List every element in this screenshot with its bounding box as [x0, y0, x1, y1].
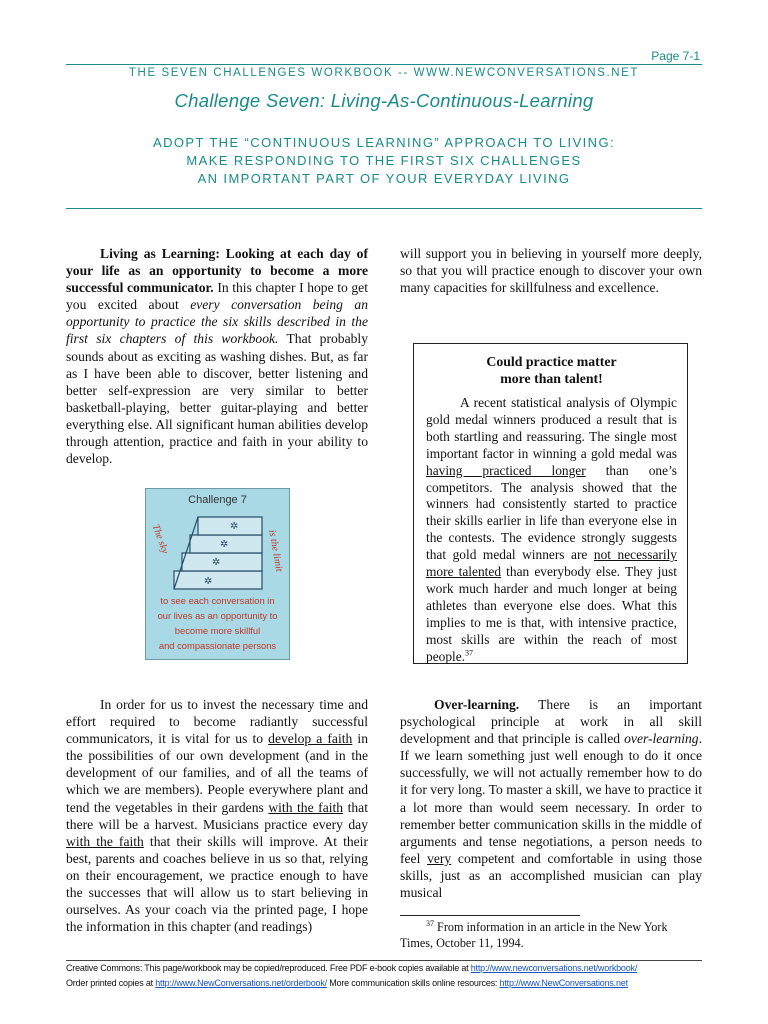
sidebar-underline-1: having practiced longer [426, 462, 586, 478]
faith-text-2: in the possibilities of our own development (and in the development of our families, and of all the teams of which we are members). People everywhere plant and tend the vegetables in their gardens [66, 731, 368, 815]
faith-underline-3: with the faith [66, 833, 144, 849]
header-top-rule [66, 64, 702, 65]
graphic-caption [146, 593, 289, 653]
sidebar-title [426, 353, 677, 387]
caption-line-4: and compassionate persons [158, 640, 277, 651]
star-icon: ✲ [220, 539, 229, 550]
footnote-text: From information in an article in the New York Times, October 11, 1994. [400, 920, 668, 950]
caption-line-3: become more skillful [174, 625, 261, 636]
over-learning-underline: very [427, 850, 452, 866]
faith-text-4: that their skills will improve. At their best, parents and coaches believe in us so that, relying on their encouragement, we practice enough to have the successes that will allow us to start believing in ourselves. As your coach via the printed page, I hope the information in this chapter (and readings) [66, 833, 368, 935]
over-learning-text-3: competent and comfortable in using those skills, just as an accomplished musician can play musical [400, 850, 702, 901]
subtitle-line-1: ADOPT THE “CONTINUOUS LEARNING” APPROACH TO LIVING: [153, 135, 615, 150]
graphic-title: Challenge 7 [188, 494, 247, 506]
faith-text-1: In order for us to invest the necessary time and effort required to become radiantly successful communicators, it is vital for us to [66, 697, 368, 747]
workbook-title: THE SEVEN CHALLENGES WORKBOOK -- WWW.NEWCONVERSATIONS.NET [128, 67, 640, 79]
sidebar-body [426, 395, 677, 666]
sidebar-title-line-2: more than talent! [500, 371, 603, 386]
sidebar-text-2: than one’s competitors. The analysis showed that the winners had consistently started to practice their skills earlier in life than everyone else in the contests. The evidence strongly suggests that gold medal winners are [426, 462, 677, 563]
over-learning-text-2: . If we learn something just well enough to do it once successfully, we will not actually remember how to do it for very long. To master a skill, we have to practice it a lot more than would seem necessary. In order to remember better communication skills in the middle of arguments and tense negotiations, a person needs to feel [400, 731, 702, 866]
sidebar-title-line-1: Could practice matter [486, 354, 617, 369]
sidebar-text-1: A recent statistical analysis of Olympic gold medal winners produced a result that is both startling and reassuring. The single most important factor in winning a gold medal was [426, 395, 677, 461]
subtitle-line-2: MAKE RESPONDING TO THE FIRST SIX CHALLENGES [186, 153, 582, 168]
footnote-reference: 37 [465, 648, 474, 658]
chapter-subtitle [66, 134, 702, 188]
resources-link[interactable]: http://www.NewConversations.net [499, 978, 628, 988]
challenge-7-graphic [145, 488, 290, 660]
footer-line-1 [66, 961, 706, 976]
chapter-title: Challenge Seven: Living-As-Continuous-Learning [174, 90, 594, 111]
footer [66, 961, 706, 991]
footer-order-text: Order printed copies at [66, 978, 156, 988]
star-icon: ✲ [230, 521, 239, 532]
over-learning-italic: over-learning [624, 731, 699, 747]
footer-resources-text: More communication skills online resources: [326, 978, 500, 988]
footer-license-text: Creative Commons: This page/workbook may be copied/reproduced. Free PDF e-book copies available at [66, 963, 471, 973]
caption-line-1: to see each conversation in [160, 595, 275, 606]
right-column-text: will support you in believing in yourself more deeply, so that you will practice enough to discover your own many capacities for skillfulness and excellence. [400, 246, 702, 296]
over-learning-paragraph [400, 696, 702, 901]
order-book-link[interactable]: http://www.NewConversations.net/orderbook/ [155, 978, 327, 988]
intro-italic: every conversation being an opportunity to practice the six skills described in the first six chapters of this workbook. [66, 297, 368, 347]
sidebar-underline-2: not necessarily more talented [426, 547, 677, 580]
faith-underline-1: develop a faith [268, 731, 353, 747]
graphic-right-vertical-text: is the limit [266, 529, 285, 573]
header-bottom-rule [66, 208, 702, 209]
right-column-continuation [400, 245, 702, 296]
faith-underline-2: with the faith [268, 799, 344, 815]
caption-line-2: our lives as an opportunity to [157, 610, 278, 621]
intro-text-b: That probably sounds about as exciting as washing dishes. But, as far as I have been able to discover, better listening and better self-expression are very similar to better basketball-playing, better guitar-playing and better everything else. All significant human abilities develop through attention, practice and faith in your ability to develop. [66, 331, 368, 467]
intro-text-a: In this chapter I hope to get you excited about [66, 280, 368, 313]
practice-vs-talent-box [413, 343, 688, 664]
faith-text-3: that there will be a harvest. Musicians practice every day [66, 799, 368, 832]
over-learning-heading: Over-learning. [434, 697, 520, 712]
footnote [400, 920, 700, 951]
intro-bold-lead: Living as Learning: Looking at each day of your life as an opportunity to become a more successful communicator. [66, 246, 368, 296]
star-icon: ✲ [204, 576, 213, 587]
sidebar-text-3: than everybody else. They just work much harder and much longer at being athletes than everyone else does. What this implies to me is that, with intensive practice, most skills are within the reach of most people. [426, 564, 677, 664]
intro-paragraph [66, 245, 368, 467]
staircase-icon [168, 513, 268, 591]
graphic-left-vertical-text: The sky [149, 523, 171, 556]
page-number: Page 7-1 [651, 49, 700, 63]
footnote-number: 37 [426, 918, 434, 928]
workbook-link[interactable]: http://www.newconversations.net/workbook/ [470, 963, 638, 973]
subtitle-line-3: AN IMPORTANT PART OF YOUR EVERYDAY LIVING [197, 171, 571, 186]
over-learning-text-1: There is an important psychological principle at work in all skill development and that principle is called [400, 697, 702, 747]
footer-line-2 [66, 976, 706, 991]
star-icon: ✲ [212, 557, 221, 568]
faith-paragraph [66, 696, 368, 935]
footnote-rule [400, 915, 580, 916]
